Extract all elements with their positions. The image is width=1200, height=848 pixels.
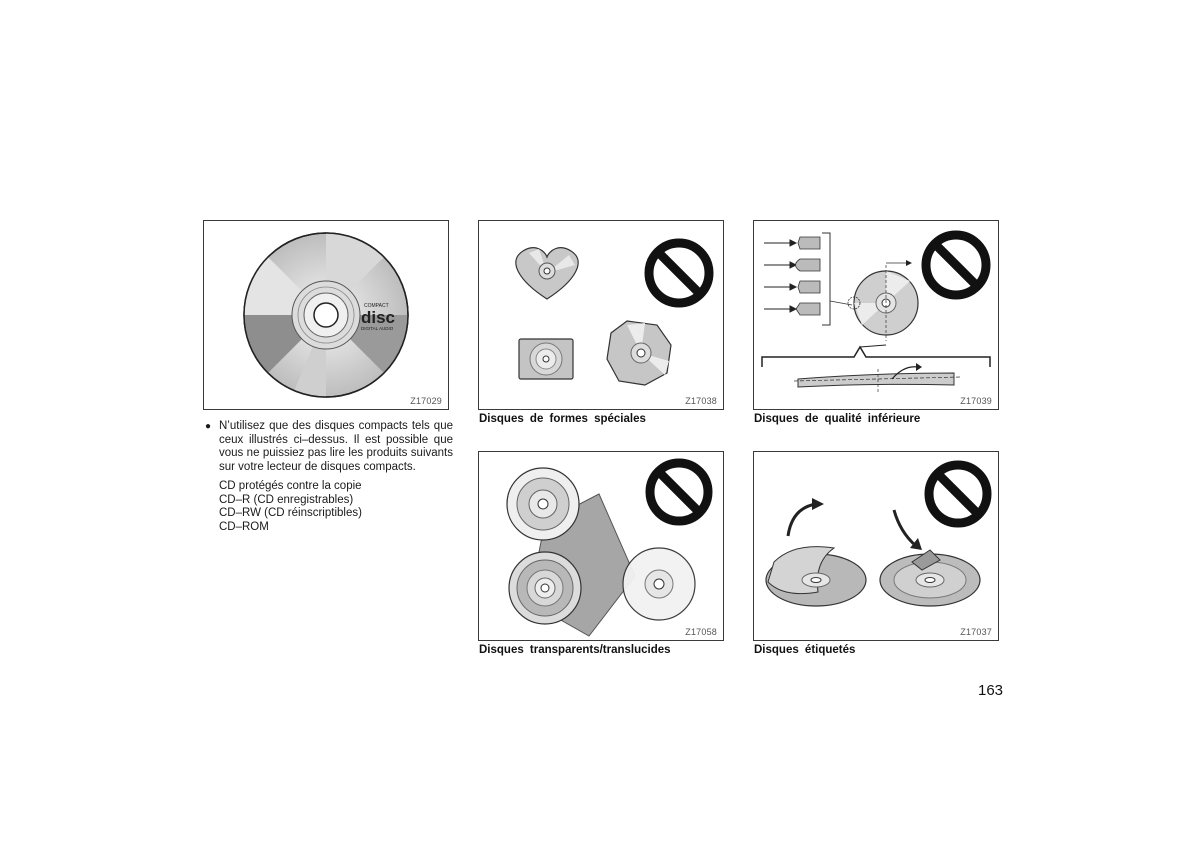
- bullet-text: N’utilisez que des disques compacts tels que ceux illustrés ci–dessus. Il est possible que vous ne puissiez pas lire les produits suivants sur votre lecteur de disques compacts.: [219, 420, 453, 473]
- page-number: 163: [978, 682, 1004, 699]
- figure-inferior-quality: [753, 220, 999, 410]
- bullet-item: [205, 420, 453, 474]
- disc-logo-bottom: DIGITAL AUDIO: [361, 326, 394, 331]
- prohibition-sign-icon: [926, 235, 986, 295]
- caption-special-shapes: Disques de formes spéciales: [479, 413, 646, 425]
- figure-special-shapes: [478, 220, 724, 410]
- prohibition-sign-icon: [649, 243, 709, 303]
- figure-compact-disc: [203, 220, 449, 410]
- caption-transparent-discs: Disques transparents/translucides: [479, 644, 671, 656]
- figure-code: Z17058: [685, 627, 717, 637]
- list-item: CD–ROM: [219, 520, 269, 533]
- prohibition-sign-icon: [929, 465, 987, 523]
- disc-logo-top: COMPACT: [364, 303, 389, 309]
- list-item: CD protégés contre la copie: [219, 480, 362, 493]
- bullet-dot-icon: ●: [205, 421, 212, 432]
- compact-disc-illustration: [204, 221, 449, 410]
- figure-labeled-discs: [753, 451, 999, 641]
- unsupported-products-list: [219, 480, 453, 534]
- caption-labeled-discs: Disques étiquetés: [754, 644, 856, 656]
- figure-transparent-discs: [478, 451, 724, 641]
- figure-code: Z17029: [410, 396, 442, 406]
- figure-code: Z17037: [960, 627, 992, 637]
- curved-arrow-icon: [788, 504, 816, 536]
- figure-code: Z17038: [685, 396, 717, 406]
- instruction-text: [205, 420, 453, 534]
- prohibition-sign-icon: [650, 463, 708, 521]
- figure-code: Z17039: [960, 396, 992, 406]
- list-item: CD–R (CD enregistrables): [219, 493, 354, 506]
- list-item: CD–RW (CD réinscriptibles): [219, 507, 362, 520]
- caption-inferior-quality: Disques de qualité inférieure: [754, 413, 921, 425]
- curved-arrow-icon: [894, 510, 916, 546]
- disc-logo-main: disc: [361, 308, 396, 327]
